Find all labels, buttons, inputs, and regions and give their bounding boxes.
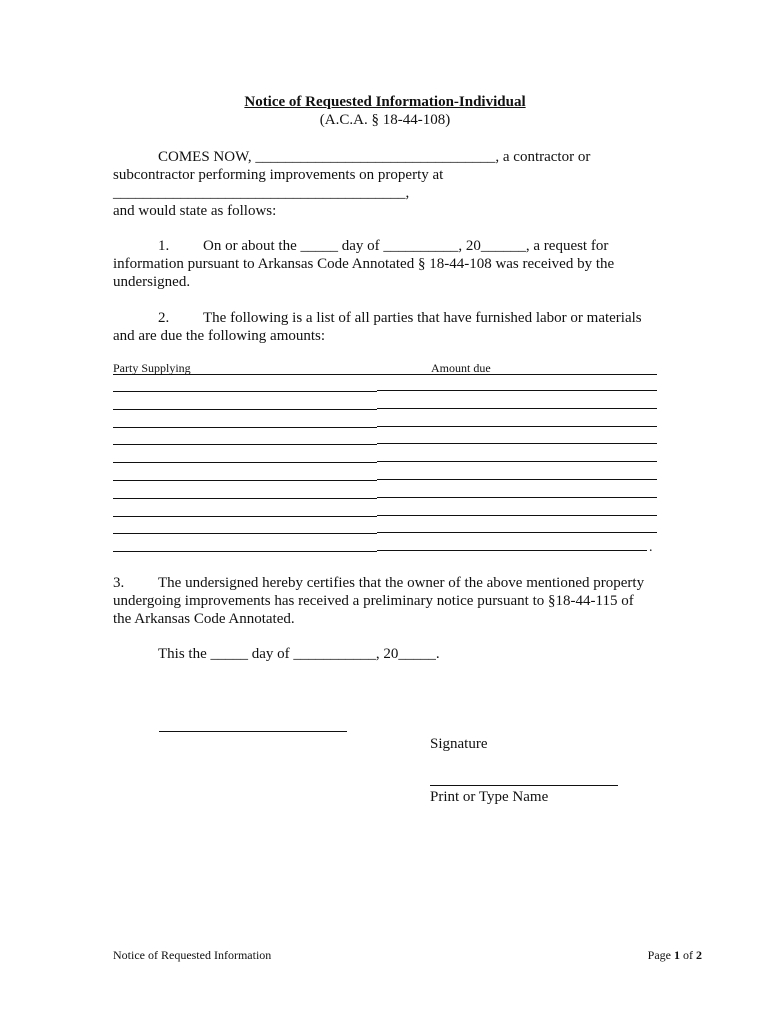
footer-page-number: 1: [674, 948, 680, 962]
amount-blank-line: [377, 461, 657, 462]
para1-number: 1.: [158, 238, 170, 254]
intro-line-4: and would state as follows:: [113, 203, 277, 219]
amount-blank-line: [377, 443, 657, 444]
party-blank-line: [113, 533, 377, 534]
para2-line-1: [113, 309, 658, 327]
amount-blank-line: [377, 408, 657, 409]
party-blank-line: [113, 444, 377, 445]
amount-blank-line: [377, 532, 657, 533]
document-title: Notice of Requested Information-Individual: [244, 94, 526, 110]
party-blank-line: [113, 516, 377, 517]
amount-blank-line: [377, 479, 657, 480]
print-name-rule: [430, 785, 618, 786]
statute-citation: (A.C.A. § 18-44-108): [319, 112, 451, 128]
party-blank-line: [113, 391, 377, 392]
intro-line-2: subcontractor performing improvements on property at: [113, 167, 444, 183]
para3-text-1: The undersigned hereby certifies that the owner of the above mentioned property: [158, 575, 645, 591]
party-blank-line: [113, 462, 377, 463]
amount-blank-line: [377, 426, 657, 427]
col-header-party-supplying: Party Supplying: [113, 361, 191, 375]
signature-label: Signature: [430, 736, 488, 752]
para2-line-2: and are due the following amounts:: [113, 328, 326, 344]
date-line: This the _____ day of ___________, 20_____.: [158, 646, 440, 662]
para1-line-1: [113, 237, 658, 255]
para2-text-1: The following is a list of all parties that have furnished labor or materials: [203, 310, 642, 326]
print-name-label: Print or Type Name: [430, 789, 549, 805]
para2-number: 2.: [158, 310, 170, 326]
signature-rule-left: [159, 731, 347, 732]
col-header-amount-due: Amount due: [431, 361, 491, 375]
para3-line-2: undergoing improvements has received a preliminary notice pursuant to §18-44-115 of: [113, 593, 634, 609]
para1-line-2: information pursuant to Arkansas Code Annotated § 18-44-108 was received by the: [113, 256, 615, 272]
para3-line-1: [113, 574, 658, 592]
table-header-rule: [113, 374, 657, 375]
footer-page-indicator: [648, 948, 702, 963]
footer-page-total: 2: [696, 948, 702, 962]
amount-blank-line: [377, 390, 657, 391]
party-blank-line: [113, 427, 377, 428]
para3-line-3: the Arkansas Code Annotated.: [113, 611, 295, 627]
amount-blank-line: [377, 550, 647, 551]
party-blank-line: [113, 551, 377, 552]
party-blank-line: [113, 498, 377, 499]
amount-blank-line: [377, 515, 657, 516]
table-end-mark: .: [649, 540, 653, 555]
para1-text-1: On or about the _____ day of __________, 20______, a request for: [203, 238, 609, 254]
party-blank-line: [113, 480, 377, 481]
para1-line-3: undersigned.: [113, 274, 191, 290]
footer-page-word: Page: [647, 948, 671, 962]
party-blank-line: [113, 409, 377, 410]
para3-number: 3.: [113, 575, 125, 591]
intro-line-3: _______________________________________,: [113, 185, 410, 201]
footer-of-word: of: [683, 948, 693, 962]
intro-line-1: COMES NOW, ________________________________, a contractor or: [158, 149, 591, 165]
amount-blank-line: [377, 497, 657, 498]
footer-document-name: Notice of Requested Information: [113, 948, 272, 962]
